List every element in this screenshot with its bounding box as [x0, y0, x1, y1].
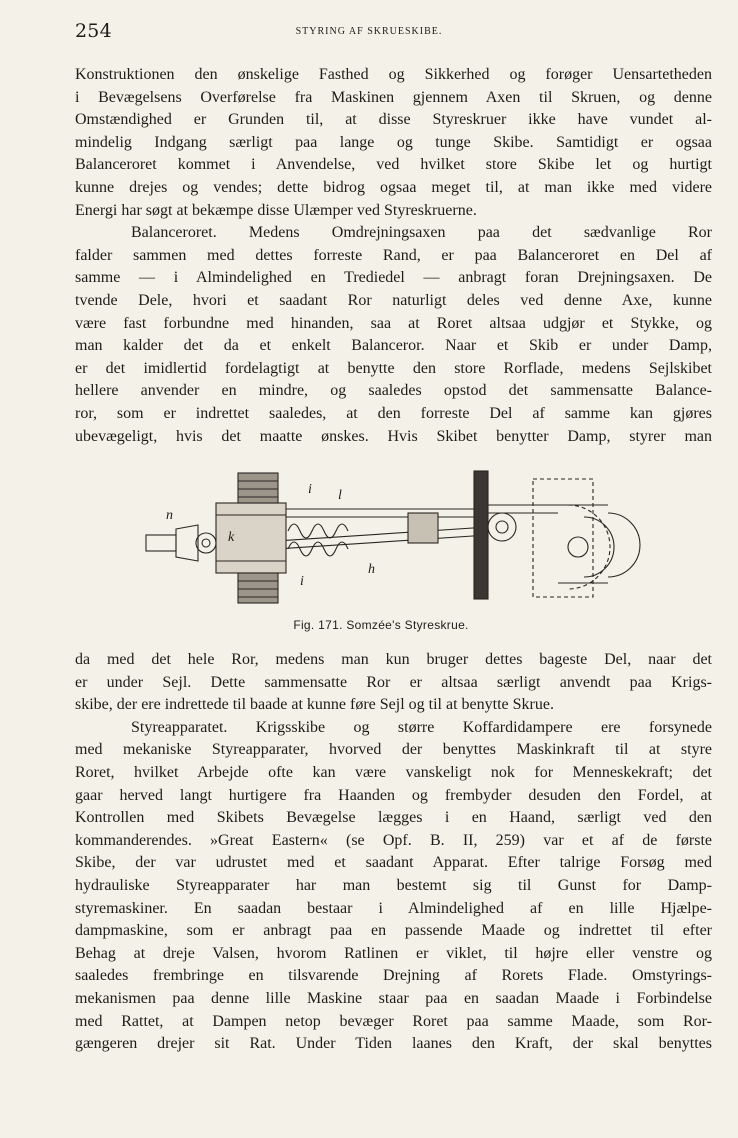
label-i-bottom: i [300, 574, 304, 589]
text-line: gængeren drejer sit Rat. Under Tiden laanes den Kraft, der skal benyttes [75, 1035, 712, 1053]
text-line: ubevægeligt, hvis det maatte ønskes. Hvis Skibet benytter Damp, styrer man [75, 427, 712, 445]
top-text-block [75, 64, 712, 448]
text-line: skibe, der ere indrettede til baade at kunne føre Sejl og til at benytte Skrue. [75, 696, 554, 714]
label-h: h [368, 562, 375, 577]
text-line: med mekaniske Styreapparater, hvorved der benyttes Maskinkraft til at styre [75, 741, 712, 759]
text-line: Balanceroret. Medens Omdrejningsaxen paa det sædvanlige Ror [131, 224, 712, 242]
text-line: gaar herved langt hurtigere fra Haanden og frembyder desuden den Fordel, at [75, 786, 712, 804]
text-line: styremaskiner. En saadan bestaar i Almindelighed af en lille Hjælpe- [75, 899, 712, 917]
text-line: Styreapparatet. Krigsskibe og større Koffardidampere ere forsynede [131, 718, 712, 736]
text-line: Behag at dreje Valsen, hvorom Ratlinen er viklet, til højre eller venstre og [75, 944, 712, 962]
text-line: være fast forbundne med hinanden, saa at Roret altsaa udgjør et Stykke, og [75, 314, 712, 332]
label-l: l [338, 488, 342, 503]
text-line: man kalder det da et enkelt Balanceror. Naar et Skib er under Damp, [75, 337, 712, 355]
text-line: mindelig Indgang særligt paa lange og tunge Skibe. Samtidigt er ogsaa [75, 133, 712, 151]
text-line: Roret, hvilket Arbejde ofte kan være vanskeligt nok for Menneskekraft; det [75, 763, 712, 781]
text-line: mekanismen paa denne lille Maskine staar paa en saadan Maade i Forbindelse [75, 989, 712, 1007]
text-line: tvende Dele, hvori et saadant Ror naturligt deles ved denne Axe, kunne [75, 291, 712, 309]
text-line: samme — i Almindelighed en Trediedel — anbragt foran Drejningsaxen. De [75, 269, 712, 287]
text-line: Konstruktionen den ønskelige Fasthed og Sikkerhed og forøger Uensartetheden [75, 66, 712, 83]
figure-somzee-styreskrue [138, 465, 648, 613]
label-k: k [228, 530, 235, 545]
text-line: falder sammen med dettes forreste Rand, er paa Balanceroret en Del af [75, 246, 712, 264]
text-line: kommanderendes. »Great Eastern« (se Opf. B. II, 259) var et af de første [75, 831, 712, 849]
label-n: n [166, 508, 173, 523]
text-line: hellere anvender en mindre, og saaledes opstod det sammensatte Balance- [75, 382, 712, 400]
text-line: Energi har søgt at bekæmpe disse Ulæmper ved Styreskruerne. [75, 201, 477, 219]
text-line: Kontrollen med Skibets Bevægelse lægges i en Haand, særligt ved den [75, 809, 712, 827]
text-line: er under Sejl. Dette sammensatte Ror er altsaa særligt anvendt paa Krigs- [75, 673, 712, 691]
text-line: i Bevægelsens Overførelse fra Maskinen gjennem Axen til Skruen, og denne [75, 88, 712, 106]
label-i-top: i [308, 482, 312, 497]
text-line: med Rattet, at Dampen netop bevæger Roret paa samme Maade, som Ror- [75, 1012, 712, 1030]
figure-caption: Fig. 171. Somzée's Styreskrue. [293, 618, 469, 632]
text-line: saaledes frembringe en tilsvarende Drejning af Rorets Flade. Omstyrings- [75, 967, 712, 985]
text-line: Skibe, der var udrustet med et saadant Apparat. Efter talrige Forsøg med [75, 854, 712, 872]
text-line: er det imidlertid fordelagtigt at benytte den store Rorflade, medens Sejlskibet [75, 359, 712, 377]
running-head: STYRING AF SKRUESKIBE. [295, 26, 443, 37]
text-line: ror, som er indrettet saaledes, at den forreste Del af samme kan gjøres [75, 404, 712, 422]
page-number: 254 [75, 20, 112, 42]
text-line: hydrauliske Styreapparater har man bestemt sig til Gunst for Damp- [75, 876, 712, 894]
text-line: kunne drejes og vendes; dette bidrog ogsaa meget til, at man ikke med videre [75, 178, 712, 196]
bottom-text-block [75, 649, 712, 1056]
styreskrue-drawing [138, 465, 648, 613]
text-line: Omstændighed er Grunden til, at disse Styreskruer ikke have vundet al- [75, 111, 712, 129]
text-line: dampmaskine, som er anbragt paa en passende Maade og indrettet til efter [75, 922, 712, 940]
text-line: da med det hele Ror, medens man kun bruger dettes bageste Del, naar det [75, 651, 712, 668]
text-line: Balanceroret kommet i Anvendelse, ved hvilket store Skibe let og hurtigt [75, 156, 712, 174]
